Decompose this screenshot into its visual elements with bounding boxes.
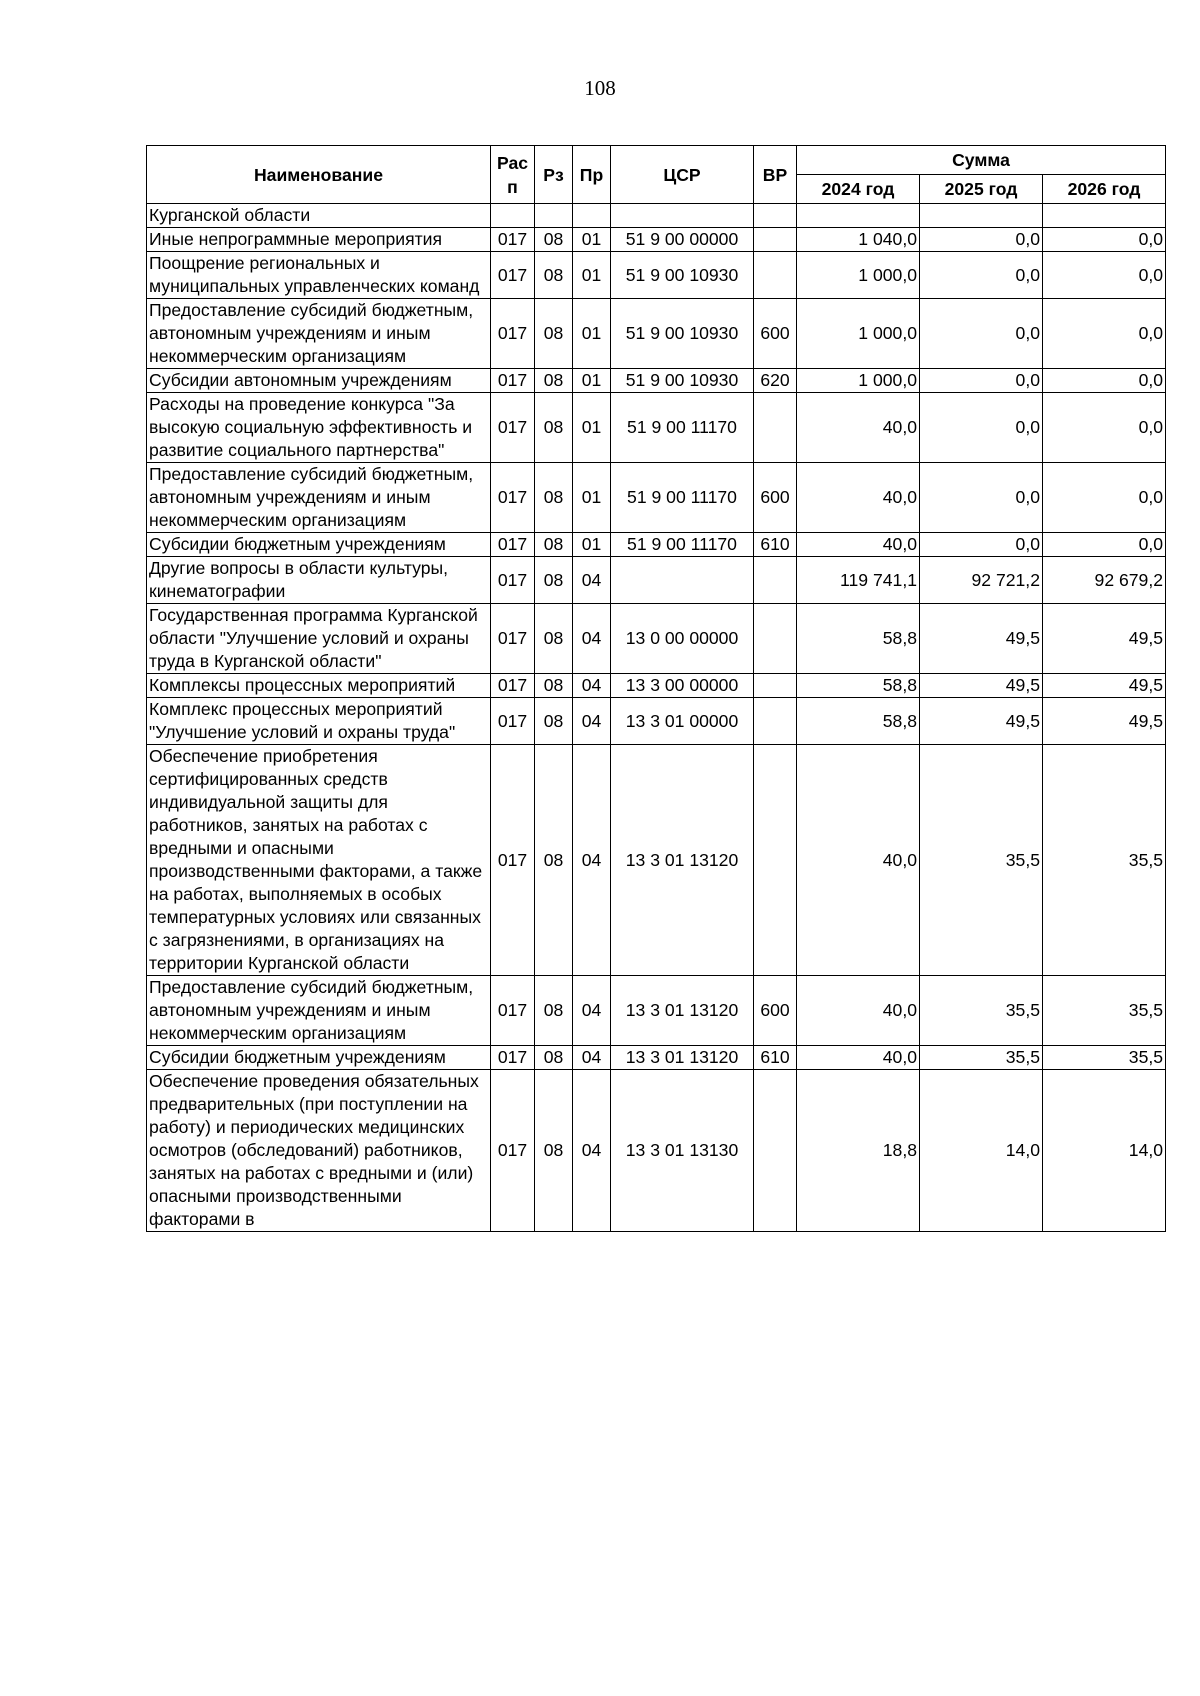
cell-2026: 0,0 [1043, 228, 1166, 252]
cell-vr [754, 745, 797, 976]
cell-name: Комплекс процессных мероприятий "Улучшение условий и охраны труда" [147, 698, 491, 745]
cell-rasp: 017 [491, 674, 535, 698]
cell-rz: 08 [535, 393, 573, 463]
header-csr: ЦСР [611, 146, 754, 204]
cell-2025: 35,5 [920, 976, 1043, 1046]
cell-2024: 58,8 [797, 698, 920, 745]
cell-2025: 0,0 [920, 533, 1043, 557]
cell-rasp: 017 [491, 604, 535, 674]
page-number: 108 [584, 76, 616, 100]
header-year-2026: 2026 год [1043, 175, 1166, 204]
cell-rasp: 017 [491, 557, 535, 604]
table-row [147, 1046, 1166, 1070]
cell-pr: 04 [573, 604, 611, 674]
cell-csr: 13 3 01 13120 [611, 976, 754, 1046]
cell-rasp: 017 [491, 745, 535, 976]
cell-rasp: 017 [491, 252, 535, 299]
cell-2025: 49,5 [920, 674, 1043, 698]
cell-2024: 1 000,0 [797, 299, 920, 369]
cell-2025: 14,0 [920, 1070, 1043, 1232]
cell-vr [754, 393, 797, 463]
cell-rz: 08 [535, 604, 573, 674]
cell-pr: 04 [573, 698, 611, 745]
cell-vr [754, 228, 797, 252]
cell-2025: 0,0 [920, 299, 1043, 369]
cell-2024: 40,0 [797, 393, 920, 463]
cell-csr: 51 9 00 10930 [611, 369, 754, 393]
header-year-2024: 2024 год [797, 175, 920, 204]
cell-2025: 92 721,2 [920, 557, 1043, 604]
cell-rz [535, 204, 573, 228]
cell-vr: 600 [754, 299, 797, 369]
cell-2026: 14,0 [1043, 1070, 1166, 1232]
cell-2025: 0,0 [920, 228, 1043, 252]
cell-vr [754, 204, 797, 228]
cell-2024: 1 040,0 [797, 228, 920, 252]
cell-rz: 08 [535, 369, 573, 393]
header-sum: Сумма [797, 146, 1166, 175]
cell-rz: 08 [535, 557, 573, 604]
cell-pr: 01 [573, 463, 611, 533]
cell-pr: 01 [573, 299, 611, 369]
cell-2025: 0,0 [920, 393, 1043, 463]
cell-pr [573, 204, 611, 228]
cell-2025: 49,5 [920, 698, 1043, 745]
table-row [147, 299, 1166, 369]
table-row [147, 976, 1166, 1046]
cell-rz: 08 [535, 698, 573, 745]
header-year-2025: 2025 год [920, 175, 1043, 204]
cell-name: Государственная программа Курганской области "Улучшение условий и охраны труда в Курганской области" [147, 604, 491, 674]
cell-pr: 01 [573, 393, 611, 463]
cell-name: Курганской области [147, 204, 491, 228]
cell-2025: 0,0 [920, 252, 1043, 299]
cell-vr [754, 604, 797, 674]
cell-rasp: 017 [491, 533, 535, 557]
table-row [147, 204, 1166, 228]
header-vr: ВР [754, 146, 797, 204]
cell-2024: 58,8 [797, 674, 920, 698]
cell-rz: 08 [535, 1046, 573, 1070]
cell-csr [611, 204, 754, 228]
cell-name: Субсидии автономным учреждениям [147, 369, 491, 393]
cell-csr: 51 9 00 10930 [611, 299, 754, 369]
cell-2025: 0,0 [920, 463, 1043, 533]
header-name: Наименование [147, 146, 491, 204]
cell-rasp: 017 [491, 698, 535, 745]
cell-name: Иные непрограммные мероприятия [147, 228, 491, 252]
cell-vr [754, 252, 797, 299]
cell-2025: 0,0 [920, 369, 1043, 393]
cell-2025: 35,5 [920, 1046, 1043, 1070]
cell-vr [754, 674, 797, 698]
cell-pr: 01 [573, 369, 611, 393]
cell-pr: 04 [573, 1070, 611, 1232]
cell-rasp: 017 [491, 299, 535, 369]
cell-2024: 1 000,0 [797, 252, 920, 299]
table-row [147, 1070, 1166, 1232]
cell-pr: 01 [573, 228, 611, 252]
cell-vr: 600 [754, 976, 797, 1046]
cell-2026: 49,5 [1043, 604, 1166, 674]
cell-2026: 0,0 [1043, 369, 1166, 393]
cell-name: Субсидии бюджетным учреждениям [147, 1046, 491, 1070]
cell-rz: 08 [535, 228, 573, 252]
table-row [147, 533, 1166, 557]
cell-pr: 04 [573, 976, 611, 1046]
budget-table [146, 145, 1166, 1232]
cell-csr: 13 3 01 00000 [611, 698, 754, 745]
cell-2026 [1043, 204, 1166, 228]
cell-name: Предоставление субсидий бюджетным, автономным учреждениям и иным некоммерческим организациям [147, 299, 491, 369]
cell-vr: 620 [754, 369, 797, 393]
table-row [147, 557, 1166, 604]
cell-2024: 1 000,0 [797, 369, 920, 393]
cell-csr: 13 3 01 13120 [611, 1046, 754, 1070]
cell-2025 [920, 204, 1043, 228]
cell-csr: 51 9 00 00000 [611, 228, 754, 252]
cell-vr: 600 [754, 463, 797, 533]
cell-vr [754, 698, 797, 745]
cell-2026: 35,5 [1043, 1046, 1166, 1070]
cell-rz: 08 [535, 463, 573, 533]
cell-rz: 08 [535, 745, 573, 976]
cell-name: Поощрение региональных и муниципальных управленческих команд [147, 252, 491, 299]
table-row [147, 463, 1166, 533]
cell-rasp: 017 [491, 1046, 535, 1070]
cell-name: Предоставление субсидий бюджетным, автономным учреждениям и иным некоммерческим организациям [147, 976, 491, 1046]
cell-2026: 0,0 [1043, 393, 1166, 463]
cell-rz: 08 [535, 1070, 573, 1232]
cell-2024: 40,0 [797, 976, 920, 1046]
cell-2024: 40,0 [797, 1046, 920, 1070]
table-row [147, 369, 1166, 393]
cell-2024: 18,8 [797, 1070, 920, 1232]
table-row [147, 674, 1166, 698]
table-row [147, 698, 1166, 745]
cell-2024 [797, 204, 920, 228]
cell-name: Обеспечение приобретения сертифицированных средств индивидуальной защиты для работников, занятых на работах с вредными и опасными производственными факторами, а также на работах, выполняемых в особых температурных условиях или связанных с загрязнениями, в организациях на территории Курганской области [147, 745, 491, 976]
cell-rasp: 017 [491, 976, 535, 1046]
table-row [147, 393, 1166, 463]
header-pr: Пр [573, 146, 611, 204]
cell-csr: 51 9 00 11170 [611, 393, 754, 463]
cell-vr [754, 557, 797, 604]
cell-vr: 610 [754, 533, 797, 557]
cell-2024: 40,0 [797, 463, 920, 533]
cell-csr: 13 3 00 00000 [611, 674, 754, 698]
table-row [147, 604, 1166, 674]
cell-rasp: 017 [491, 228, 535, 252]
cell-rz: 08 [535, 299, 573, 369]
cell-2026: 35,5 [1043, 976, 1166, 1046]
cell-csr: 51 9 00 11170 [611, 463, 754, 533]
table-row [147, 745, 1166, 976]
cell-2024: 58,8 [797, 604, 920, 674]
cell-csr: 13 3 01 13130 [611, 1070, 754, 1232]
cell-name: Субсидии бюджетным учреждениям [147, 533, 491, 557]
cell-rz: 08 [535, 533, 573, 557]
cell-name: Обеспечение проведения обязательных предварительных (при поступлении на работу) и периодических медицинских осмотров (обследований) работников, занятых на работах с вредными и (или) опасными производственными факторами в [147, 1070, 491, 1232]
cell-rasp: 017 [491, 1070, 535, 1232]
cell-2026: 49,5 [1043, 698, 1166, 745]
cell-rz: 08 [535, 674, 573, 698]
cell-2026: 92 679,2 [1043, 557, 1166, 604]
table-header [147, 146, 1166, 204]
cell-rasp [491, 204, 535, 228]
cell-rasp: 017 [491, 393, 535, 463]
header-rasp: Расп [491, 146, 535, 204]
cell-csr: 51 9 00 10930 [611, 252, 754, 299]
cell-pr: 04 [573, 557, 611, 604]
cell-2024: 40,0 [797, 533, 920, 557]
cell-2026: 0,0 [1043, 252, 1166, 299]
cell-2026: 0,0 [1043, 463, 1166, 533]
cell-name: Предоставление субсидий бюджетным, автономным учреждениям и иным некоммерческим организациям [147, 463, 491, 533]
cell-csr: 51 9 00 11170 [611, 533, 754, 557]
cell-rz: 08 [535, 976, 573, 1046]
cell-csr: 13 3 01 13120 [611, 745, 754, 976]
cell-pr: 01 [573, 252, 611, 299]
cell-pr: 04 [573, 745, 611, 976]
cell-pr: 04 [573, 1046, 611, 1070]
cell-pr: 04 [573, 674, 611, 698]
cell-rasp: 017 [491, 463, 535, 533]
cell-2025: 49,5 [920, 604, 1043, 674]
cell-name: Другие вопросы в области культуры, кинематографии [147, 557, 491, 604]
cell-csr [611, 557, 754, 604]
cell-vr: 610 [754, 1046, 797, 1070]
table-row [147, 252, 1166, 299]
cell-name: Комплексы процессных мероприятий [147, 674, 491, 698]
cell-name: Расходы на проведение конкурса "За высокую социальную эффективность и развитие социального партнерства" [147, 393, 491, 463]
cell-2026: 35,5 [1043, 745, 1166, 976]
cell-2024: 40,0 [797, 745, 920, 976]
cell-2025: 35,5 [920, 745, 1043, 976]
cell-pr: 01 [573, 533, 611, 557]
cell-2026: 49,5 [1043, 674, 1166, 698]
table-body [147, 204, 1166, 1232]
cell-2026: 0,0 [1043, 533, 1166, 557]
cell-2026: 0,0 [1043, 299, 1166, 369]
cell-rz: 08 [535, 252, 573, 299]
header-rz: Рз [535, 146, 573, 204]
cell-vr [754, 1070, 797, 1232]
table-row [147, 228, 1166, 252]
cell-rasp: 017 [491, 369, 535, 393]
cell-csr: 13 0 00 00000 [611, 604, 754, 674]
cell-2024: 119 741,1 [797, 557, 920, 604]
